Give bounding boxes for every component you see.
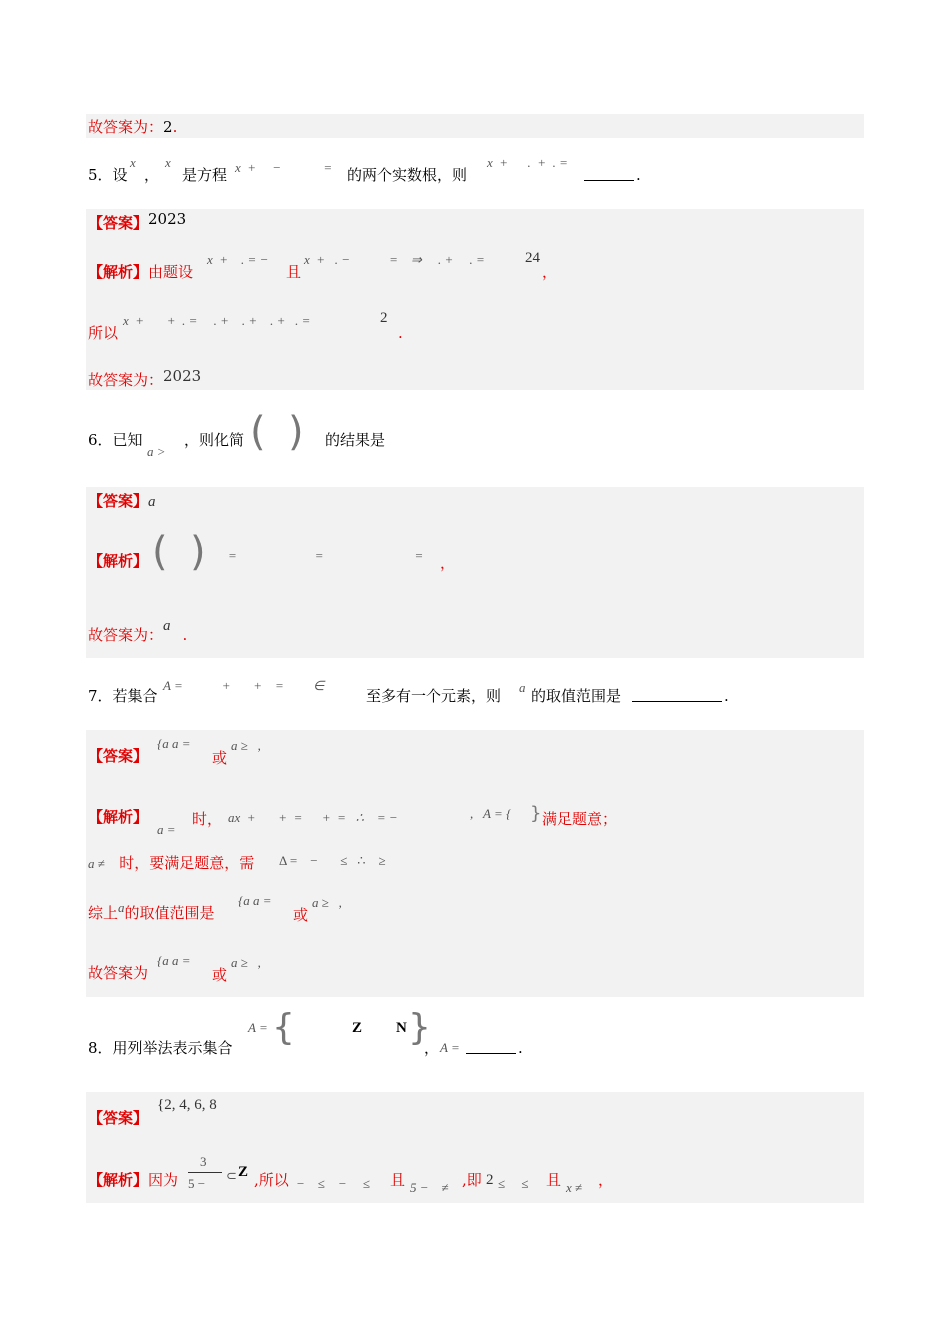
q8-answer-blank[interactable] [466,1038,516,1054]
q8-frac-line [188,1172,222,1173]
q5-x2: x [165,155,171,170]
q8-comma: ， [424,1039,440,1057]
q7-final-or: 或 [212,966,228,984]
q8-ie: ,即 [462,1171,482,1189]
q5-so-eq: x + + . = . + . + . + . = [123,313,311,328]
q8-analysis: 【解析】因为 [88,1171,179,1189]
q8-period: . [518,1039,523,1057]
q5-equation: x + − = [235,160,333,175]
q6-analysis-eq: = = = [228,548,424,563]
q5-and: 且 [286,263,302,281]
q8-ineq4: x ≠ [566,1180,583,1195]
q7-case2-eq: Δ = − ≤ ∴ ≥ [279,853,386,868]
q5-roots-text: 的两个实数根，则 [347,166,468,184]
q5-analysis-eq2: x + . − = ⇒ . + . = [304,252,485,267]
q8-in: ⊂ [226,1168,237,1183]
q8-brace-left: { [272,1007,295,1048]
q6-answer: 【答案】a [88,492,156,510]
q8-n: N [396,1020,407,1036]
q7-case1-set: , A = { [470,806,512,821]
q8-brace-right: } [408,1007,431,1048]
q7-analysis: 【解析】 [88,808,149,826]
q7-answer-or: 或 [212,749,228,767]
q5-analysis-eq1: x + . = − [207,252,269,267]
q5-num2: 2 [380,310,388,326]
q6-analysis-paren-left: ( [152,529,168,575]
q7-var-a: a [519,680,526,695]
q7-answer: 【答案】 [88,747,149,765]
q6-analysis-paren-right: ) [190,529,206,575]
q7-case1-eq: ax + + = + = ∴ = − [228,810,398,825]
q6-simplify: ，则化简 [184,431,245,449]
q5-analysis: 【解析】由题设 [88,263,194,281]
q8-ineq1: − ≤ − ≤ [296,1176,371,1191]
q8-ineq3: ≤ ≤ [498,1176,529,1191]
q5-final-answer: 故答案为：2023 [88,367,202,389]
q5-so: 所以 [88,324,119,342]
q7-summary-ge: a ≥ , [312,895,342,910]
answer-box-q5 [86,209,864,390]
q6-analysis-comma: ， [440,554,456,572]
top-final-answer: 故答案为：2. [88,118,178,136]
q8-analysis-z: Z [238,1164,249,1180]
q5-number: 5．设 [88,166,128,184]
q8-frac-num: 3 [200,1154,207,1169]
q8-so: ,所以 [254,1171,289,1189]
q7-text1: 至多有一个元素，则 [366,687,502,705]
q6-number: 6．已知 [88,431,143,449]
q8-z: Z [352,1020,363,1036]
q7-answer-ge: a ≥ , [231,738,261,753]
q7-case1: a = [157,822,176,837]
q6-condition: a > [147,444,166,459]
q8-number: 8．用列举法表示集合 [88,1039,233,1057]
q8-and-2: 且 [546,1171,562,1189]
q7-summary-or: 或 [293,906,309,924]
q5-period: . [636,166,641,184]
q8-answer-set: {2, 4, 6, 8 [157,1097,217,1113]
q5-answer-blank[interactable] [584,165,634,181]
q8-set-a: A = [248,1020,268,1035]
q7-summary: 综上a的取值范围是 [88,900,215,922]
q5-x1: x [130,155,136,170]
answer-box-top [86,114,864,138]
q7-case1-brace: } [530,803,542,824]
q5-expression: x + . + . = [487,155,568,170]
q7-final-set: {a a = [157,953,191,968]
q7-final-answer: 故答案为 [88,964,149,982]
q7-period: . [724,687,729,705]
q5-comma: ， [542,263,558,281]
q8-ineq2: 5 − ≠ [410,1180,449,1195]
q8-a-eq: A = [440,1040,460,1055]
q7-set-def: A = + + = ∈ [163,678,325,693]
q7-case2: a ≠ 时，要满足题意，需 [88,854,255,872]
q5-answer: 【答案】2023 [88,210,187,232]
q5-num24: 24 [525,250,540,266]
q7-answer-blank[interactable] [632,686,722,702]
q5-is-root: 是方程 [182,166,228,184]
q7-final-ge: a ≥ , [231,955,261,970]
q7-summary-set: {a a = [238,893,272,908]
q7-when: 时， [192,810,223,828]
q7-satisfy: 满足题意； [542,810,618,828]
q5-so-period: . [398,324,403,342]
q8-tail: ， [598,1171,614,1189]
q6-paren-right: ) [288,409,304,455]
q7-answer-set: {a a = [157,736,191,751]
q5-sep: ， [144,166,160,184]
q6-paren-left: ( [250,409,266,455]
q8-frac-den: 5 − [188,1176,206,1191]
q6-final-answer: 故答案为：a . [88,618,188,644]
q8-and-1: 且 [390,1171,406,1189]
q8-answer: 【答案】 [88,1109,149,1127]
q7-number: 7．若集合 [88,687,158,705]
q8-two: 2 [486,1172,494,1188]
q7-text2: 的取值范围是 [531,687,622,705]
q6-analysis: 【解析】 [88,552,149,570]
q6-result: 的结果是 [325,431,386,449]
